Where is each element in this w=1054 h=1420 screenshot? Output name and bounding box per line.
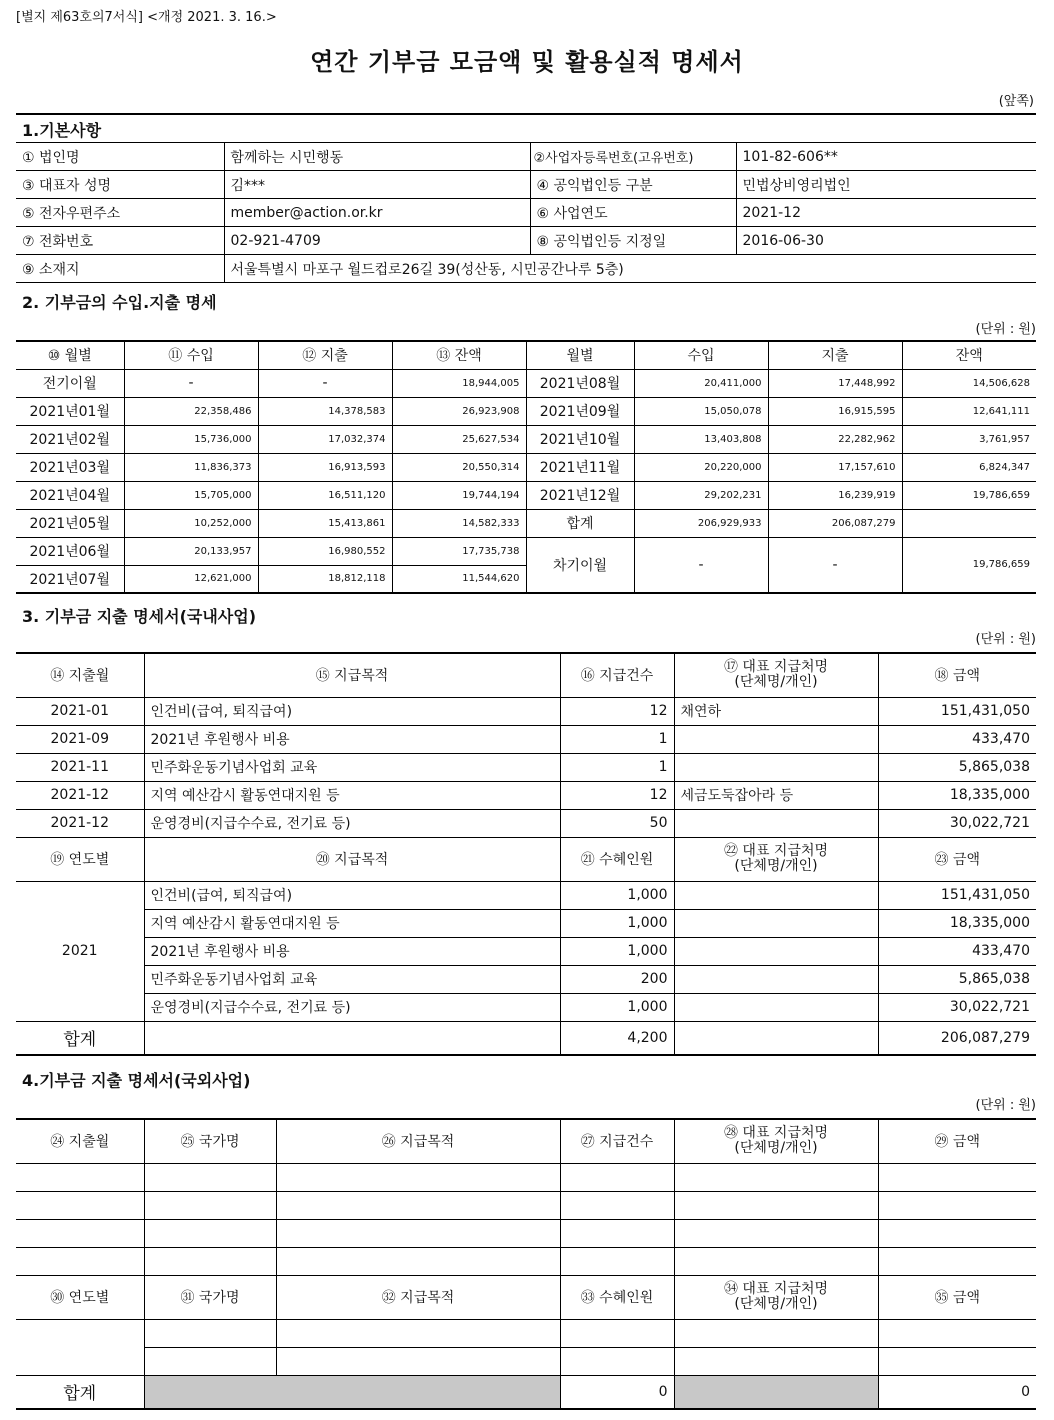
income-cell: 20,411,000: [634, 369, 768, 397]
income-cell: 15,705,000: [124, 481, 258, 509]
col-header: [674, 1119, 878, 1163]
empty-cell: [144, 1319, 276, 1347]
month-cell: 2021-09: [16, 725, 144, 753]
month-cell: 2021년12월: [526, 481, 634, 509]
income-cell: 10,252,000: [124, 509, 258, 537]
col-header: ㉟ 금액: [878, 1275, 1036, 1319]
income-row: [16, 397, 1036, 425]
income-unit: (단위 : 원): [975, 322, 1036, 337]
amount-cell: 433,470: [878, 937, 1036, 965]
expense-cell: 16,511,120: [258, 481, 392, 509]
domestic-row: [16, 809, 1036, 837]
total-amount: 206,087,279: [878, 1021, 1036, 1055]
domestic-row: [16, 725, 1036, 753]
payee-cell: [674, 725, 878, 753]
foreign-row: [16, 1219, 1036, 1247]
header-line: (단체명/개인): [734, 1140, 818, 1157]
col-header: ㉗ 지급건수: [560, 1119, 674, 1163]
carry-income: -: [634, 537, 768, 593]
basic-row: [16, 143, 1036, 171]
domestic-year-row: [16, 909, 1036, 937]
carry-label: 차기이월: [526, 537, 634, 593]
empty-cell: [674, 1319, 878, 1347]
empty-cell: [16, 1247, 144, 1275]
col-header: [674, 837, 878, 881]
basic-info-table: [16, 142, 1036, 283]
domestic-table: [16, 652, 1036, 1056]
empty-cell: [276, 1219, 560, 1247]
field-value: 2021-12: [736, 199, 1036, 227]
count-cell: 12: [560, 781, 674, 809]
month-cell: 2021-12: [16, 809, 144, 837]
purpose-cell: 민주화운동기념사업회 교육: [144, 753, 560, 781]
income-heading: 2. 기부금의 수입.지출 명세: [22, 293, 217, 312]
col-header: ⑱ 금액: [878, 653, 1036, 697]
balance-cell: 25,627,534: [392, 425, 526, 453]
total-label: 합계: [526, 509, 634, 537]
basic-row: [16, 227, 1036, 255]
foreign-unit: (단위 : 원): [975, 1098, 1036, 1113]
income-cell: 12,621,000: [124, 565, 258, 593]
header-line: ㉒ 대표 지급처명: [723, 843, 829, 859]
domestic-row: [16, 753, 1036, 781]
empty-cell: [144, 1219, 276, 1247]
total-expense: 206,087,279: [768, 509, 902, 537]
amount-cell: 151,431,050: [878, 697, 1036, 725]
beneficiaries-cell: 1,000: [560, 937, 674, 965]
payee-cell: [674, 937, 878, 965]
col-header: ⑯ 지급건수: [560, 653, 674, 697]
month-cell: 2021년06월: [16, 537, 124, 565]
field-label: ②사업자등록번호(고유번호): [530, 143, 736, 171]
empty-cell: [276, 1247, 560, 1275]
col-header: ⑳ 지급목적: [144, 837, 560, 881]
income-cell: 15,050,078: [634, 397, 768, 425]
empty-cell: [16, 1319, 144, 1375]
expense-cell: 15,413,861: [258, 509, 392, 537]
expense-cell: 22,282,962: [768, 425, 902, 453]
income-cell: 20,133,957: [124, 537, 258, 565]
income-table: [16, 340, 1036, 594]
col-header: ㉙ 금액: [878, 1119, 1036, 1163]
amount-cell: 18,335,000: [878, 909, 1036, 937]
foreign-header-row: [16, 1119, 1036, 1163]
income-cell: 11,836,373: [124, 453, 258, 481]
payee-cell: [674, 993, 878, 1021]
col-header: ㉚ 연도별: [16, 1275, 144, 1319]
basic-top-rule: [16, 113, 1036, 115]
amount-cell: 5,865,038: [878, 753, 1036, 781]
amount-cell: 433,470: [878, 725, 1036, 753]
count-cell: 1: [560, 753, 674, 781]
amount-cell: 5,865,038: [878, 965, 1036, 993]
year-cell: 2021: [16, 881, 144, 1021]
month-cell: 2021년04월: [16, 481, 124, 509]
expense-cell: 16,239,919: [768, 481, 902, 509]
foreign-table: [16, 1118, 1036, 1410]
balance-cell: 19,744,194: [392, 481, 526, 509]
field-value: 2016-06-30: [736, 227, 1036, 255]
domestic-heading: 3. 기부금 지출 명세서(국내사업): [22, 607, 257, 626]
income-cell: 29,202,231: [634, 481, 768, 509]
col-header: ㉕ 국가명: [144, 1119, 276, 1163]
field-label: ① 법인명: [16, 143, 224, 171]
basic-row: [16, 171, 1036, 199]
field-label: ③ 대표자 성명: [16, 171, 224, 199]
total-income: 206,929,933: [634, 509, 768, 537]
foreign-header-row: [16, 1275, 1036, 1319]
empty-cell: [144, 1247, 276, 1275]
balance-cell: 11,544,620: [392, 565, 526, 593]
amount-cell: 30,022,721: [878, 993, 1036, 1021]
carry-balance: 19,786,659: [902, 537, 1036, 593]
empty-cell: [560, 1347, 674, 1375]
expense-cell: 16,913,593: [258, 453, 392, 481]
purpose-cell: 지역 예산감시 활동연대지원 등: [144, 781, 560, 809]
purpose-cell: 인건비(급여, 퇴직급여): [144, 881, 560, 909]
header-line: (단체명/개인): [734, 674, 818, 691]
col-header: ㉔ 지출월: [16, 1119, 144, 1163]
field-value: 김***: [224, 171, 530, 199]
beneficiaries-cell: 1,000: [560, 993, 674, 1021]
total-purpose-cell: [144, 1021, 560, 1055]
empty-cell: [560, 1219, 674, 1247]
empty-cell: [674, 1219, 878, 1247]
income-cell: 22,358,486: [124, 397, 258, 425]
domestic-row: [16, 697, 1036, 725]
basic-heading: 1.기본사항: [22, 121, 102, 140]
empty-cell: [674, 1347, 878, 1375]
month-cell: 2021-01: [16, 697, 144, 725]
foreign-total-row: [16, 1375, 1036, 1409]
month-cell: 2021년11월: [526, 453, 634, 481]
amount-cell: 151,431,050: [878, 881, 1036, 909]
domestic-year-row: [16, 993, 1036, 1021]
total-balance: [902, 509, 1036, 537]
total-label: 합계: [16, 1021, 144, 1055]
col-header: ⑫ 지출: [258, 341, 392, 369]
purpose-cell: 인건비(급여, 퇴직급여): [144, 697, 560, 725]
col-header: ㉑ 수혜인원: [560, 837, 674, 881]
balance-cell: 20,550,314: [392, 453, 526, 481]
empty-cell: [878, 1163, 1036, 1191]
month-cell: 2021년05월: [16, 509, 124, 537]
income-row: [16, 509, 1036, 537]
col-header: ㉜ 지급목적: [276, 1275, 560, 1319]
expense-cell: 14,378,583: [258, 397, 392, 425]
empty-cell: [560, 1191, 674, 1219]
balance-cell: 14,506,628: [902, 369, 1036, 397]
month-cell: 전기이월: [16, 369, 124, 397]
col-header: ⑬ 잔액: [392, 341, 526, 369]
shaded-cell: [144, 1375, 560, 1409]
balance-cell: 26,923,908: [392, 397, 526, 425]
balance-cell: 12,641,111: [902, 397, 1036, 425]
beneficiaries-cell: 200: [560, 965, 674, 993]
address-value: 서울특별시 마포구 월드컵로26길 39(성산동, 시민공간나루 5층): [224, 255, 1036, 283]
total-label: 합계: [16, 1375, 144, 1409]
empty-cell: [878, 1191, 1036, 1219]
expense-cell: 17,448,992: [768, 369, 902, 397]
col-header: ㉓ 금액: [878, 837, 1036, 881]
total-count: 0: [560, 1375, 674, 1409]
month-cell: 2021년02월: [16, 425, 124, 453]
empty-cell: [878, 1247, 1036, 1275]
domestic-header-row: [16, 653, 1036, 697]
field-value: 101-82-606**: [736, 143, 1036, 171]
form-note: [별지 제63호의7서식] <개정 2021. 3. 16.>: [16, 10, 277, 25]
expense-cell: 18,812,118: [258, 565, 392, 593]
income-row: [16, 369, 1036, 397]
col-header: ⑪ 수입: [124, 341, 258, 369]
field-value: 민법상비영리법인: [736, 171, 1036, 199]
field-value: member@action.or.kr: [224, 199, 530, 227]
empty-cell: [674, 1191, 878, 1219]
shaded-cell: [674, 1375, 878, 1409]
page-title: 연간 기부금 모금액 및 활용실적 명세서: [310, 48, 744, 76]
amount-cell: 30,022,721: [878, 809, 1036, 837]
field-label: ⑥ 사업연도: [530, 199, 736, 227]
domestic-unit: (단위 : 원): [975, 632, 1036, 647]
payee-cell: [674, 909, 878, 937]
amount-cell: 18,335,000: [878, 781, 1036, 809]
page-side: (앞쪽): [998, 94, 1034, 109]
domestic-year-row: [16, 937, 1036, 965]
col-header: ⑮ 지급목적: [144, 653, 560, 697]
field-value: 02-921-4709: [224, 227, 530, 255]
count-cell: 1: [560, 725, 674, 753]
payee-cell: [674, 965, 878, 993]
payee-cell: 채연하: [674, 697, 878, 725]
empty-cell: [878, 1319, 1036, 1347]
total-payee-cell: [674, 1021, 878, 1055]
purpose-cell: 지역 예산감시 활동연대지원 등: [144, 909, 560, 937]
carry-expense: -: [768, 537, 902, 593]
month-cell: 2021년07월: [16, 565, 124, 593]
balance-cell: 14,582,333: [392, 509, 526, 537]
empty-cell: [276, 1319, 560, 1347]
col-header: ㉖ 지급목적: [276, 1119, 560, 1163]
empty-cell: [560, 1163, 674, 1191]
income-row: [16, 425, 1036, 453]
income-row: [16, 537, 1036, 565]
basic-row: [16, 255, 1036, 283]
month-cell: 2021-11: [16, 753, 144, 781]
count-cell: 12: [560, 697, 674, 725]
field-label: ⑦ 전화번호: [16, 227, 224, 255]
balance-cell: 18,944,005: [392, 369, 526, 397]
empty-cell: [144, 1347, 276, 1375]
payee-cell: [674, 809, 878, 837]
col-header: 월별: [526, 341, 634, 369]
month-cell: 2021-12: [16, 781, 144, 809]
income-cell: 15,736,000: [124, 425, 258, 453]
purpose-cell: 민주화운동기념사업회 교육: [144, 965, 560, 993]
month-cell: 2021년10월: [526, 425, 634, 453]
foreign-row: [16, 1163, 1036, 1191]
expense-cell: -: [258, 369, 392, 397]
empty-cell: [276, 1191, 560, 1219]
col-header: ⑭ 지출월: [16, 653, 144, 697]
month-cell: 2021년01월: [16, 397, 124, 425]
field-value: 함께하는 시민행동: [224, 143, 530, 171]
header-line: (단체명/개인): [734, 858, 818, 874]
col-header: 수입: [634, 341, 768, 369]
count-cell: 50: [560, 809, 674, 837]
income-row: [16, 481, 1036, 509]
col-header: [674, 1275, 878, 1319]
balance-cell: 3,761,957: [902, 425, 1036, 453]
beneficiaries-cell: 1,000: [560, 909, 674, 937]
col-header: 지출: [768, 341, 902, 369]
col-header: ⑲ 연도별: [16, 837, 144, 881]
empty-cell: [674, 1247, 878, 1275]
foreign-row: [16, 1247, 1036, 1275]
col-header: ㉛ 국가명: [144, 1275, 276, 1319]
field-label: ④ 공익법인등 구분: [530, 171, 736, 199]
beneficiaries-cell: 1,000: [560, 881, 674, 909]
expense-cell: 16,915,595: [768, 397, 902, 425]
foreign-row: [16, 1319, 1036, 1347]
header-line: ⑰ 대표 지급처명: [723, 659, 829, 676]
header-line: ㉞ 대표 지급처명: [723, 1281, 829, 1297]
month-cell: 2021년08월: [526, 369, 634, 397]
empty-cell: [878, 1219, 1036, 1247]
month-cell: 2021년03월: [16, 453, 124, 481]
empty-cell: [144, 1191, 276, 1219]
domestic-row: [16, 781, 1036, 809]
field-label: ⑨ 소재지: [16, 255, 224, 283]
foreign-heading: 4.기부금 지출 명세서(국외사업): [22, 1071, 251, 1090]
total-amount: 0: [878, 1375, 1036, 1409]
empty-cell: [16, 1163, 144, 1191]
balance-cell: 17,735,738: [392, 537, 526, 565]
income-cell: 20,220,000: [634, 453, 768, 481]
purpose-cell: 운영경비(지급수수료, 전기료 등): [144, 993, 560, 1021]
header-line: (단체명/개인): [734, 1296, 818, 1312]
domestic-header-row: [16, 837, 1036, 881]
empty-cell: [560, 1247, 674, 1275]
payee-cell: [674, 753, 878, 781]
empty-cell: [674, 1163, 878, 1191]
income-cell: 13,403,808: [634, 425, 768, 453]
col-header: ⑩ 월별: [16, 341, 124, 369]
basic-row: [16, 199, 1036, 227]
expense-cell: 17,032,374: [258, 425, 392, 453]
income-cell: -: [124, 369, 258, 397]
balance-cell: 6,824,347: [902, 453, 1036, 481]
expense-cell: 16,980,552: [258, 537, 392, 565]
col-header: 잔액: [902, 341, 1036, 369]
empty-cell: [878, 1347, 1036, 1375]
income-header-row: [16, 341, 1036, 369]
empty-cell: [560, 1319, 674, 1347]
foreign-row: [16, 1347, 1036, 1375]
domestic-total-row: [16, 1021, 1036, 1055]
col-header: [674, 653, 878, 697]
header-line: ㉘ 대표 지급처명: [723, 1125, 829, 1142]
month-cell: 2021년09월: [526, 397, 634, 425]
col-header: ㉝ 수혜인원: [560, 1275, 674, 1319]
field-label: ⑧ 공익법인등 지정일: [530, 227, 736, 255]
income-row: [16, 453, 1036, 481]
domestic-year-row: [16, 881, 1036, 909]
payee-cell: [674, 881, 878, 909]
expense-cell: 17,157,610: [768, 453, 902, 481]
purpose-cell: 운영경비(지급수수료, 전기료 등): [144, 809, 560, 837]
balance-cell: 19,786,659: [902, 481, 1036, 509]
empty-cell: [16, 1191, 144, 1219]
empty-cell: [276, 1347, 560, 1375]
purpose-cell: 2021년 후원행사 비용: [144, 725, 560, 753]
total-count: 4,200: [560, 1021, 674, 1055]
empty-cell: [16, 1219, 144, 1247]
domestic-year-row: [16, 965, 1036, 993]
foreign-row: [16, 1191, 1036, 1219]
empty-cell: [144, 1163, 276, 1191]
payee-cell: 세금도둑잡아라 등: [674, 781, 878, 809]
empty-cell: [276, 1163, 560, 1191]
field-label: ⑤ 전자우편주소: [16, 199, 224, 227]
purpose-cell: 2021년 후원행사 비용: [144, 937, 560, 965]
